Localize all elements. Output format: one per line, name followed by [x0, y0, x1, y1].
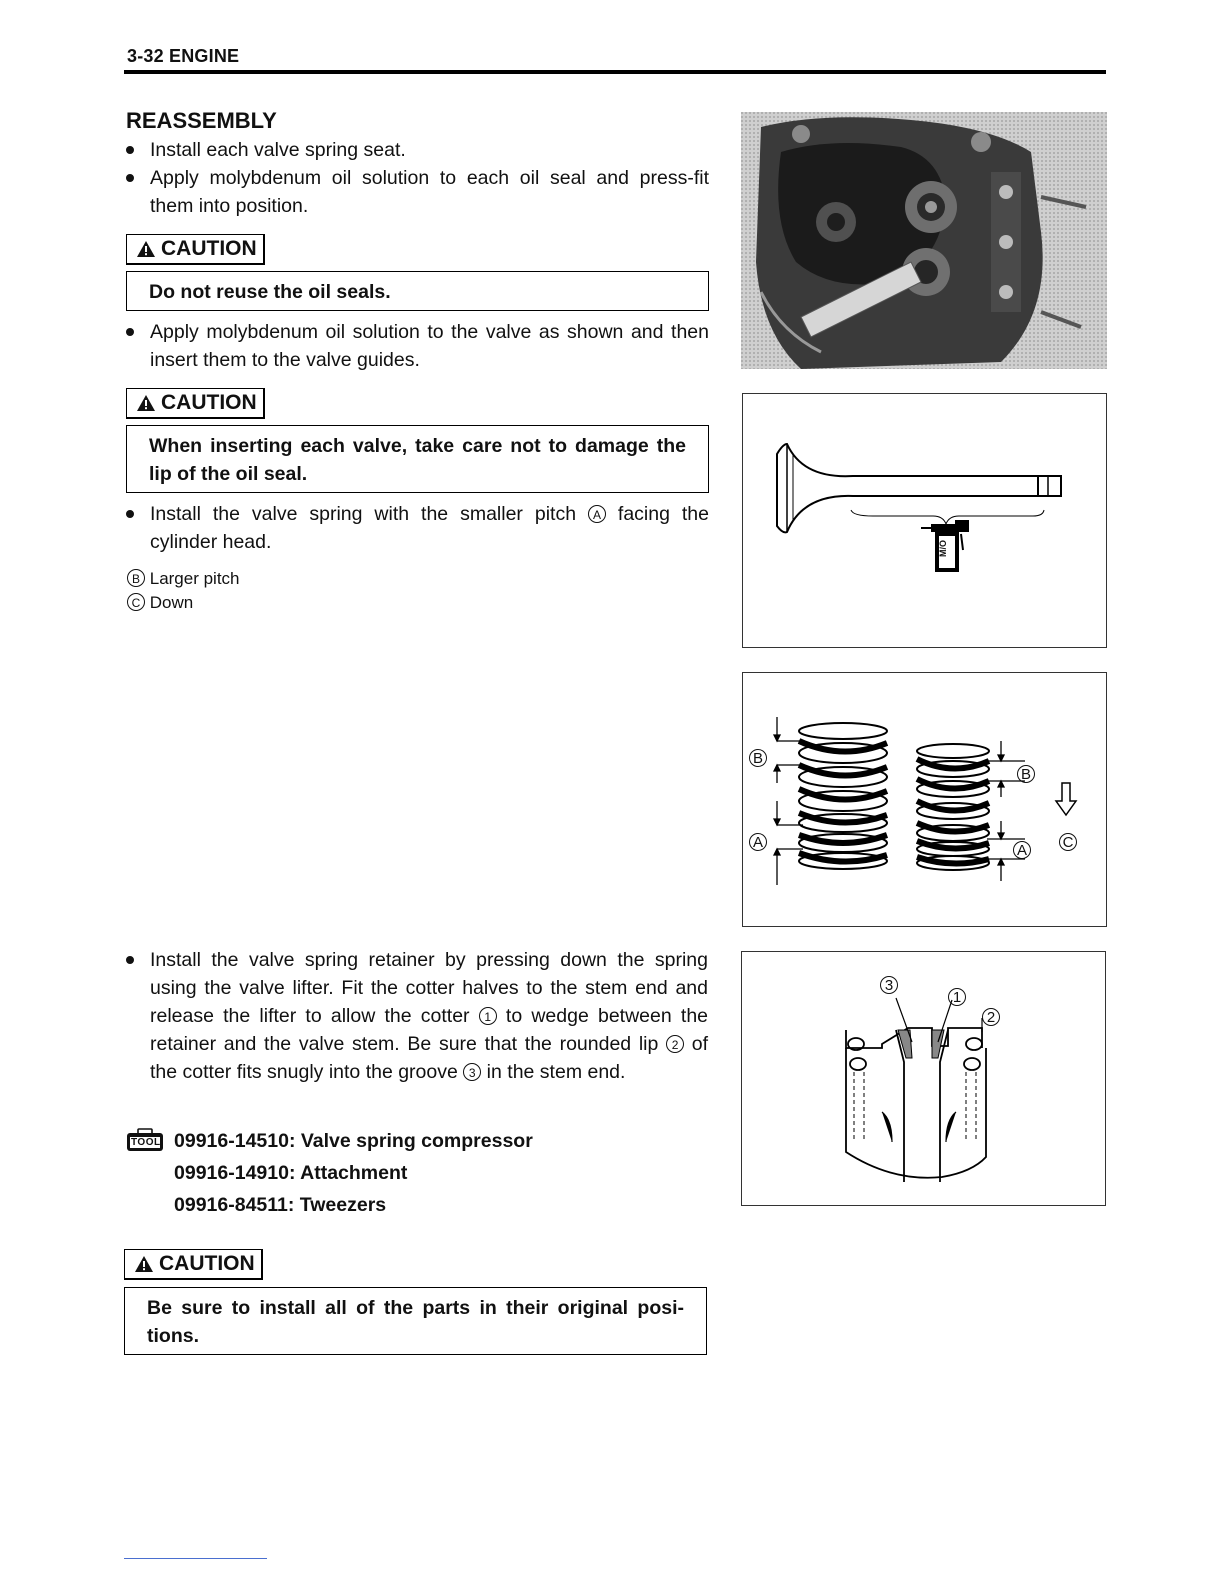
- caution-box: [126, 425, 709, 493]
- cotter-label-3: 3: [880, 976, 898, 994]
- caution-text: When inserting each valve, take care not to damage the lip of the oil seal.: [149, 435, 686, 485]
- callout-b: B: [127, 569, 145, 587]
- step-text: Apply molybdenum oil solution to each oil seal and press-fit them into position.: [150, 167, 709, 217]
- cylinder-head-photo: [741, 112, 1107, 369]
- step-text: Install each valve spring seat.: [150, 139, 406, 161]
- legend-c: [127, 591, 193, 615]
- warning-triangle-icon: [137, 237, 155, 265]
- step-text: Install the valve spring retainer by pressing down the spring using the valve lifter. Fit the cotter halves to the stem end and release the lifter to allow the cotter 1 to wedge between the retainer and the valve stem. Be sure that the rounded lip 2 of the cotter fits snugly into the groove 3 in the stem end.: [150, 949, 709, 1083]
- spring-label-b: B: [749, 749, 767, 767]
- spring-label-b: B: [1017, 765, 1035, 783]
- step-4: [126, 500, 709, 556]
- page-header: 3-32 ENGINE: [127, 46, 240, 66]
- footer-rule: [124, 1558, 267, 1559]
- step-3: [126, 318, 709, 374]
- tool-item: 09916-14510: Valve spring compressor: [174, 1130, 533, 1152]
- step-2: [126, 164, 709, 220]
- down-arrow-icon: [1056, 783, 1076, 815]
- callout-a: A: [588, 505, 606, 523]
- legend-text: Larger pitch: [149, 569, 240, 588]
- tool-icon: [126, 1128, 164, 1157]
- callout-2: 2: [666, 1035, 684, 1053]
- caution-box: [124, 1287, 707, 1355]
- oil-can-label: M/O: [938, 540, 948, 557]
- bullet-icon: [126, 510, 134, 518]
- step-1: [126, 136, 709, 164]
- bullet-icon: [126, 956, 134, 964]
- callout-1: 1: [479, 1007, 497, 1025]
- caution-label: CAUTION: [161, 237, 257, 260]
- caution-tag: [124, 1249, 263, 1280]
- legend-b: [127, 567, 240, 591]
- warning-triangle-icon: [135, 1252, 153, 1280]
- section-title: REASSEMBLY: [126, 108, 277, 133]
- tool-icon-label: TOOL: [131, 1137, 161, 1148]
- caution-label: CAUTION: [159, 1252, 255, 1275]
- caution-tag: [126, 388, 265, 419]
- step-text: Install the valve spring with the smaller pitch A facing the cylinder head.: [150, 503, 709, 553]
- step-5: [126, 946, 708, 1086]
- caution-box: [126, 271, 709, 311]
- spring-label-a: A: [1013, 841, 1031, 859]
- callout-3: 3: [463, 1063, 481, 1081]
- valve-oil-figure: [742, 393, 1107, 648]
- valve-spring-figure: [742, 672, 1107, 927]
- bullet-icon: [126, 146, 134, 154]
- tool-item: 09916-84511: Tweezers: [174, 1194, 387, 1216]
- caution-label: CAUTION: [161, 391, 257, 414]
- spring-label-c: C: [1059, 833, 1077, 851]
- cotter-label-2: 2: [982, 1008, 1000, 1026]
- caution-tag: [126, 234, 265, 265]
- bullet-icon: [126, 328, 134, 336]
- cotter-retainer-figure: [741, 951, 1106, 1206]
- legend-text: Down: [149, 593, 194, 612]
- tool-list: [174, 1125, 533, 1221]
- cotter-label-1: 1: [948, 988, 966, 1006]
- step-text: Apply molybdenum oil solution to the valve as shown and then insert them to the valve guides.: [150, 321, 709, 371]
- header-rule: [124, 70, 1106, 74]
- callout-c: C: [127, 593, 145, 611]
- spring-label-a: A: [749, 833, 767, 851]
- caution-text: Do not reuse the oil seals.: [149, 281, 391, 303]
- bullet-icon: [126, 174, 134, 182]
- tool-item: 09916-14910: Attachment: [174, 1162, 408, 1184]
- warning-triangle-icon: [137, 391, 155, 419]
- caution-text: Be sure to install all of the parts in their original posi-tions.: [147, 1297, 684, 1347]
